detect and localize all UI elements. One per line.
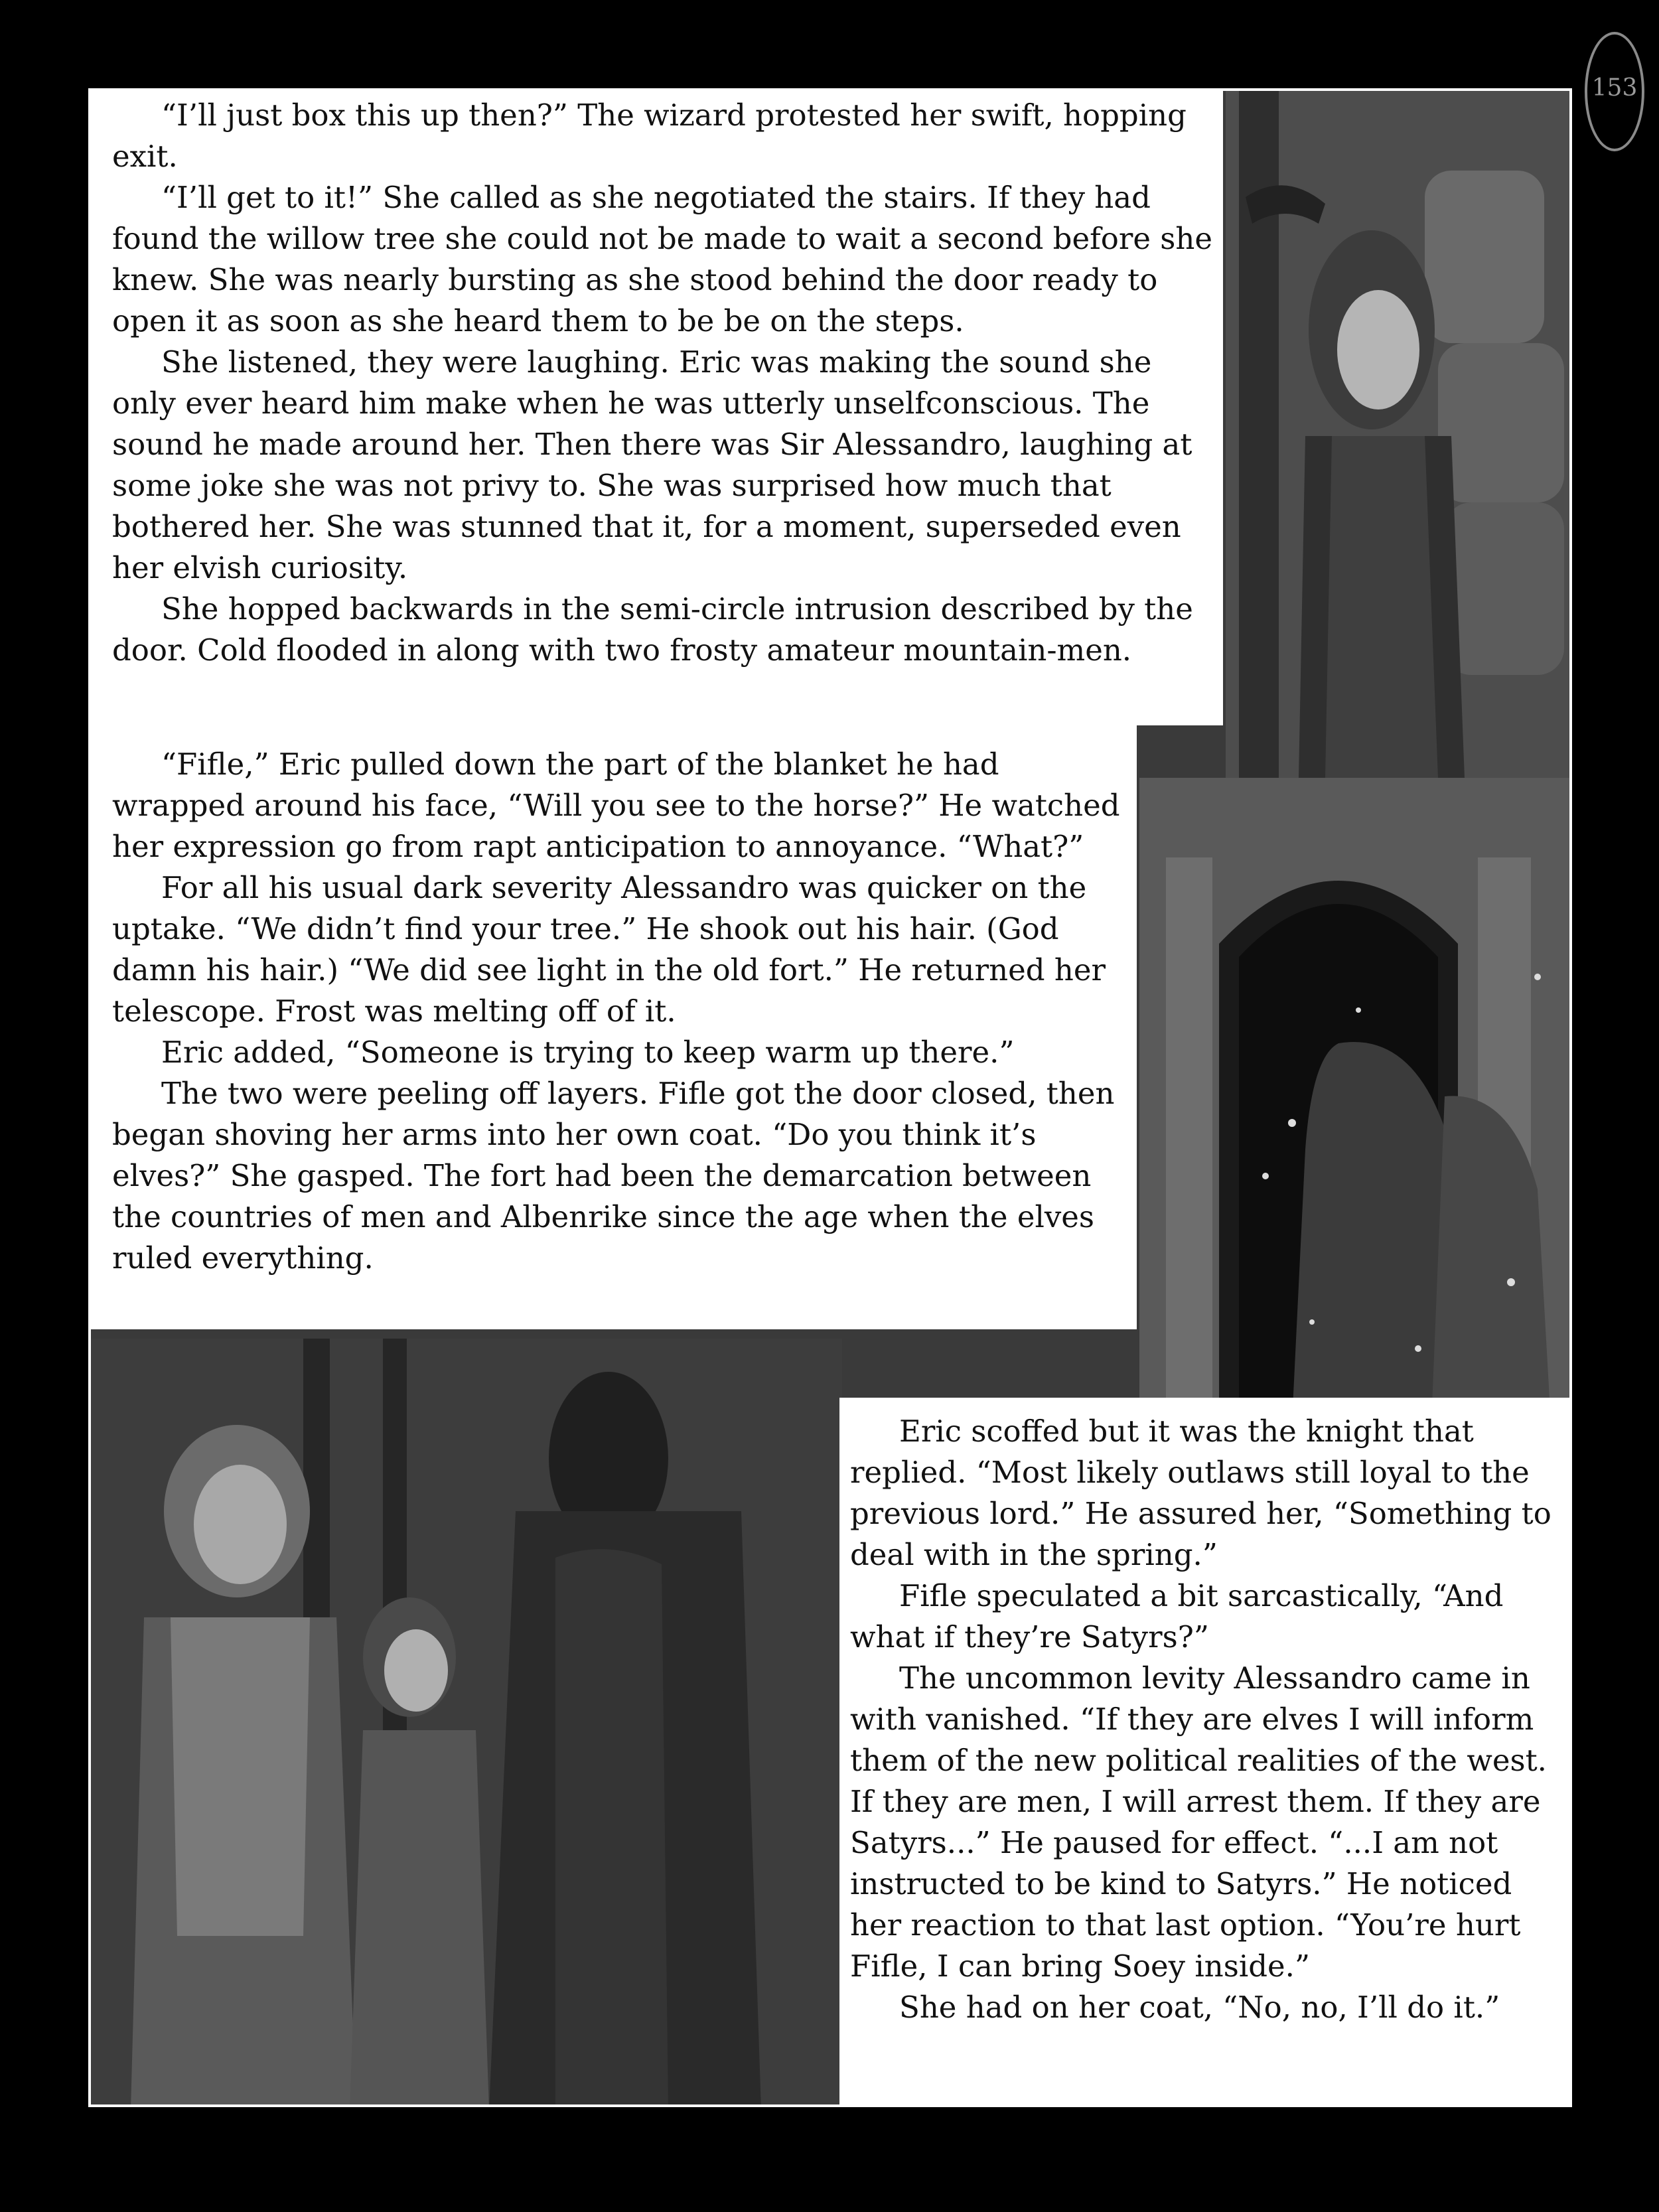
paragraph: “I’ll just box this up then?” The wizard protested her swift, hopping exit. <box>112 98 1187 174</box>
page-number: 153 <box>1585 32 1644 151</box>
panel-three-characters <box>91 1339 842 2107</box>
panel-snowy-doorway <box>1139 778 1572 1422</box>
panel-elf-at-door <box>1226 91 1572 778</box>
paragraph: She had on her coat, “No, no, I’ll do it.” <box>899 1990 1500 2025</box>
paragraph: For all his usual dark severity Alessandro was quicker on the uptake. “We didn’t find your tree.” He shook out his hair. (God damn his hair.) “We did see light in the old fort.” He returned her telescope. Frost was melting off of it. <box>112 870 1106 1029</box>
paragraph: “Fifle,” Eric pulled down the part of the blanket he had wrapped around his face, “Will you see to the horse?” He watched her expression go from rapt anticipation to annoyance. “What?” <box>112 747 1120 864</box>
paragraph: She hopped backwards in the semi-circle intrusion described by the door. Cold flooded in along with two frosty amateur mountain-men. <box>112 591 1193 668</box>
paragraph: Eric scoffed but it was the knight that replied. “Most likely outlaws still loyal to the previous lord.” He assured her, “Something to deal with in the spring.” <box>850 1414 1551 1572</box>
text-block-bottom-right <box>839 1398 1572 2107</box>
paragraph: The uncommon levity Alessandro came in with vanished. “If they are elves I will inform them of the new political realities of the west. If they are men, I will arrest them. If they are Satyrs...” He paused for effect. “...I am not instructed to be kind to Satyrs.” He noticed her reaction to that last option. “You’re hurt Fifle, I can bring Soey inside.” <box>850 1660 1547 1984</box>
paragraph: “I’ll get to it!” She called as she negotiated the stairs. If they had found the willow tree she could not be made to wait a second before she knew. She was nearly bursting as she stood behind the door ready to open it as soon as she heard them to be be on the steps. <box>112 180 1213 338</box>
text-block-middle <box>88 725 1137 1329</box>
paragraph: Eric added, “Someone is trying to keep warm up there.” <box>161 1035 1015 1070</box>
paragraph: The two were peeling off layers. Fifle got the door closed, then began shoving her arms into her own coat. “Do you think it’s elves?” She gasped. The fort had been the demarcation between the countries of men and Albenrike since the age when the elves ruled everything. <box>112 1076 1115 1276</box>
three-characters-illustration <box>91 1339 842 2107</box>
snowy-doorway-illustration <box>1139 778 1572 1422</box>
paragraph: Fifle speculated a bit sarcastically, “And what if they’re Satyrs?” <box>850 1578 1504 1655</box>
elf-at-door-illustration <box>1226 91 1572 778</box>
paragraph: She listened, they were laughing. Eric was making the sound she only ever heard him make when he was utterly unselfconscious. The sound he made around her. Then there was Sir Alessandro, laughing at some joke she was not privy to. She was surprised how much that bothered her. She was stunned that it, for a moment, superseded even her elvish curiosity. <box>112 344 1192 585</box>
text-block-top <box>88 88 1223 725</box>
